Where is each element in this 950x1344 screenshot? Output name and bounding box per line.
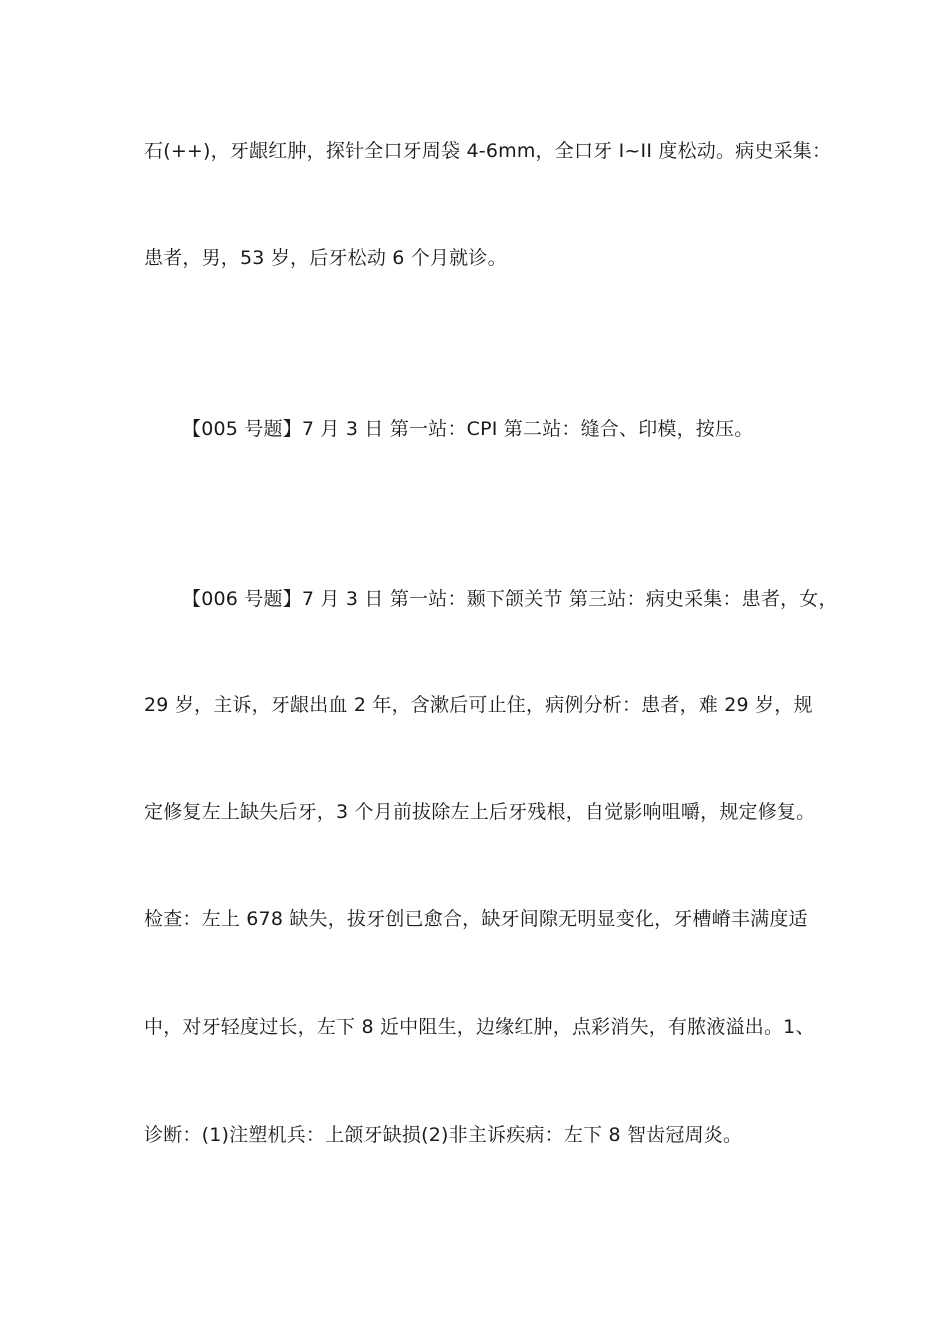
question-005-line: 【005 号题】7 月 3 日 第一站：CPI 第二站：缝合、印模，按压。	[182, 418, 754, 440]
text-line-2: 患者，男，53 岁，后牙松动 6 个月就诊。	[144, 247, 507, 269]
text-line-8: 中，对牙轻度过长，左下 8 近中阻生，边缘红肿，点彩消失，有脓液溢出。1、	[144, 1016, 815, 1038]
text-line-6: 定修复左上缺失后牙，3 个月前拔除左上后牙残根，自觉影响咀嚼，规定修复。	[144, 801, 816, 823]
text-line-5: 29 岁，主诉，牙龈出血 2 年，含漱后可止住，病例分析：患者，难 29 岁，规	[144, 694, 813, 716]
text-line-1: 石(++)，牙龈红肿，探针全口牙周袋 4-6mm，全口牙 I~II 度松动。病史采集：	[144, 140, 832, 162]
text-line-9: 诊断：(1)注塑机兵：上颌牙缺损(2)非主诉疾病：左下 8 智齿冠周炎。	[144, 1124, 743, 1146]
question-006-line: 【006 号题】7 月 3 日 第一站：颞下颌关节 第三站：病史采集：患者，女，	[182, 588, 838, 610]
text-line-7: 检查：左上 678 缺失，拔牙创已愈合，缺牙间隙无明显变化，牙槽嵴丰满度适	[144, 908, 808, 930]
